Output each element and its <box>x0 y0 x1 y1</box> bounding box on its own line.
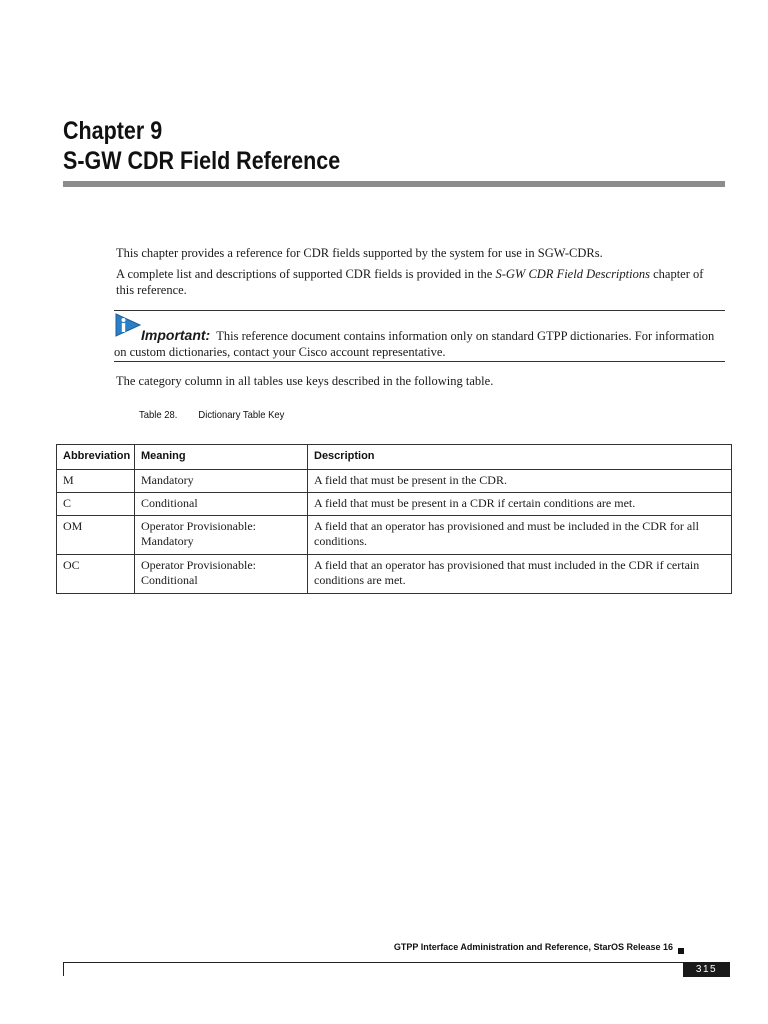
table-row <box>57 516 732 555</box>
important-note <box>114 310 725 362</box>
important-label: Important: <box>141 327 211 343</box>
cell-abbreviation: OC <box>57 555 135 594</box>
intro-p2-before: A complete list and descriptions of supported CDR fields is provided in the <box>116 267 496 281</box>
chapter-title <box>63 116 340 176</box>
table-row <box>57 555 732 594</box>
header-abbreviation: Abbreviation <box>57 445 135 470</box>
footer-title: GTPP Interface Administration and Reference, StarOS Release 16 <box>393 942 673 952</box>
cell-abbreviation: OM <box>57 516 135 555</box>
intro-paragraph-1: This chapter provides a reference for CDR fields supported by the system for use in SGW-CDRs. <box>116 246 603 260</box>
dictionary-table <box>56 444 732 594</box>
important-body: This reference document contains information only on standard GTPP dictionaries. For information on custom dictionaries, contact your Cisco account representative. <box>114 329 715 359</box>
header-description: Description <box>308 445 732 470</box>
cell-description: A field that an operator has provisioned that must included in the CDR if certain conditions are met. <box>308 555 732 594</box>
intro-paragraph-2 <box>116 266 722 298</box>
cell-meaning: Conditional <box>135 493 308 516</box>
cell-description: A field that an operator has provisioned and must be included in the CDR for all conditions. <box>308 516 732 555</box>
footer-tick <box>63 962 64 976</box>
cell-meaning: Operator Provisionable: Conditional <box>135 555 308 594</box>
cell-description: A field that must be present in the CDR. <box>308 470 732 493</box>
intro-p2-after: chapter of this reference. <box>116 267 704 297</box>
cell-abbreviation: M <box>57 470 135 493</box>
table-row <box>57 493 732 516</box>
table-caption-title: Dictionary Table Key <box>198 409 285 421</box>
footer-rule <box>63 962 730 963</box>
header-meaning: Meaning <box>135 445 308 470</box>
table-header-row <box>57 445 732 470</box>
chapter-number: Chapter 9 <box>63 117 163 145</box>
footer-square-icon <box>678 948 684 954</box>
cell-abbreviation: C <box>57 493 135 516</box>
chapter-name: S-GW CDR Field Reference <box>63 147 341 175</box>
chapter-rule <box>63 181 725 187</box>
cell-meaning: Operator Provisionable: Mandatory <box>135 516 308 555</box>
table-caption <box>139 409 284 421</box>
category-paragraph: The category column in all tables use keys described in the following table. <box>116 374 494 388</box>
intro-p2-reference-link: S-GW CDR Field Descriptions <box>495 267 650 281</box>
important-text-block <box>114 327 720 360</box>
table-row <box>57 470 732 493</box>
table-caption-number: Table 28. <box>139 409 178 421</box>
page-number: 315 <box>683 962 730 977</box>
cell-description: A field that must be present in a CDR if certain conditions are met. <box>308 493 732 516</box>
cell-meaning: Mandatory <box>135 470 308 493</box>
